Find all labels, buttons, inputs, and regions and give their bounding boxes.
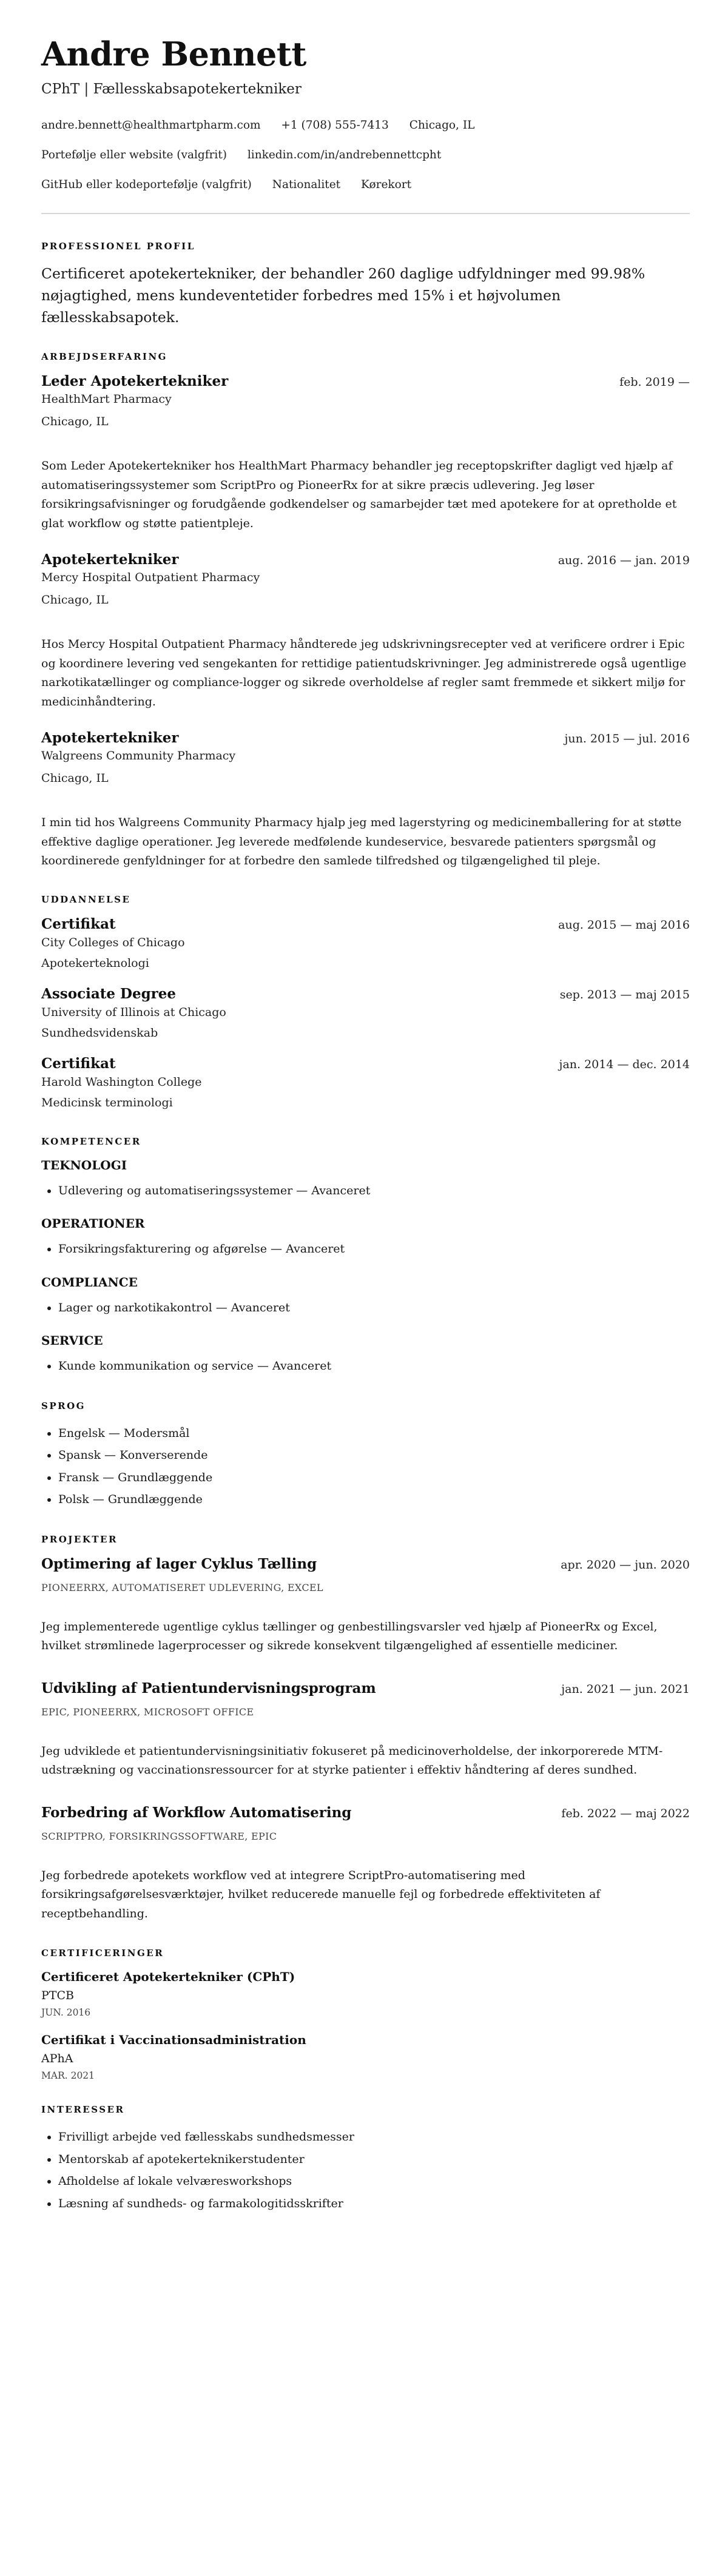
contact-row [41, 110, 690, 140]
job-dates: jun. 2015 — jul. 2016 [564, 732, 690, 746]
portfolio-link[interactable]: Portefølje eller website (valgfrit) [41, 149, 227, 162]
section-title: PROJEKTER [41, 1533, 118, 1545]
job-entry [41, 551, 690, 711]
section-title: CERTIFICERINGER [41, 1948, 164, 1959]
skill-item: • Udlevering og automatiseringssystemer — Avanceret [58, 1180, 690, 1202]
job-title: Leder Apotekertekniker [41, 373, 229, 390]
job-company: HealthMart Pharmacy [41, 392, 172, 406]
drivers-license: Kørekort [360, 178, 412, 192]
skill-category: SERVICE [41, 1333, 103, 1348]
skill-item: • Forsikringsfakturering og afgørelse — Avanceret [58, 1238, 690, 1260]
project-entry [41, 1556, 690, 1656]
project-tags: PIONEERRX, AUTOMATISERET UDLEVERING, EXCEL [41, 1581, 323, 1593]
interest-item: • Mentorskab af apotekerteknikerstudenter [58, 2148, 690, 2171]
project-header [41, 1556, 690, 1572]
degree: Certifikat [41, 915, 116, 932]
degree: Associate Degree [41, 985, 177, 1002]
certification-entry [41, 2033, 690, 2081]
interests-list [41, 2126, 690, 2214]
job-company: Mercy Hospital Outpatient Pharmacy [41, 571, 260, 585]
projects-section [41, 1534, 690, 1924]
experience-section [41, 351, 690, 871]
contact-row [41, 140, 690, 170]
certification-date: MAR. 2021 [41, 2070, 95, 2082]
education-header [41, 916, 690, 932]
divider [41, 213, 690, 214]
job-entry [41, 730, 690, 871]
job-header [41, 373, 690, 389]
certification-name: Certificeret Apotekertekniker (CPhT) [41, 1969, 295, 1985]
job-header [41, 551, 690, 568]
skill-category: OPERATIONER [41, 1216, 145, 1231]
location: Chicago, IL [409, 119, 475, 132]
candidate-name: Andre Bennett [41, 35, 306, 73]
github-link[interactable]: GitHub eller kodeportefølje (valgfrit) [41, 178, 252, 192]
education-entry [41, 986, 690, 1043]
certification-issuer: PTCB [41, 1989, 74, 2003]
phone: +1 (708) 555-7413 [281, 119, 389, 132]
project-dates: apr. 2020 — jun. 2020 [561, 1558, 690, 1572]
field-of-study: Sundhedsvidenskab [41, 1026, 158, 1040]
skill-item: • Lager og narkotikakontrol — Avanceret [58, 1297, 690, 1319]
job-title: Apotekertekniker [41, 730, 179, 747]
job-description: I min tid hos Walgreens Community Pharmacy hjalp jeg med lagerstyring og medicinemballering for at støtte effektive daglige operationer. Jeg leverede medfølende kundeservice, besvarede patienters spørgsmål og koordinerede genfyldninger for at forbedre den samlede tilfredshed og tilgængelighed til pleje. [41, 816, 682, 868]
project-description: Jeg udviklede et patientundervisningsinitiativ fokuseret på medicinoverholdelse, der inkorporerede MTM-udstrækning og vaccinationsressourcer for at styrke patienter i effektiv håndtering af deres sundhed. [41, 1744, 663, 1777]
project-dates: feb. 2022 — maj 2022 [561, 1806, 690, 1820]
education-header [41, 986, 690, 1002]
certifications-section [41, 1948, 690, 2081]
project-dates: jan. 2021 — jun. 2021 [561, 1682, 690, 1696]
education-entry [41, 1055, 690, 1113]
section-title: ARBEJDSERFARING [41, 351, 167, 363]
project-description: Jeg implementerede ugentlige cyklus tællinger og genbestillingsvarsler ved hjælp af PioneerRx og Excel, hvilket strømlinede lagerprocesser og sikrede konsekvent tilgængelighed af essentielle mediciner. [41, 1619, 658, 1653]
school: University of Illinois at Chicago [41, 1005, 226, 1019]
interest-item: • Frivilligt arbejde ved fællesskabs sundhedsmesser [58, 2126, 690, 2148]
language-item: • Fransk — Grundlæggende [58, 1467, 690, 1489]
education-dates: jan. 2014 — dec. 2014 [559, 1057, 690, 1071]
field-of-study: Medicinsk terminologi [41, 1095, 173, 1109]
section-title: SPROG [41, 1400, 86, 1411]
project-entry [41, 1680, 690, 1780]
project-title: Forbedring af Workflow Automatisering [41, 1804, 352, 1821]
school: Harold Washington College [41, 1075, 202, 1089]
project-tags: SCRIPTPRO, FORSIKRINGSSOFTWARE, EPIC [41, 1830, 277, 1842]
profile-text: Certificeret apotekertekniker, der behandler 260 daglige udfyldninger med 99.98% nøjagtighed, mens kundeventetider forbedres med 15% i et højvolumen fællesskabsapotek. [41, 265, 645, 326]
resume-header [41, 35, 690, 200]
project-tags: EPIC, PIONEERRX, MICROSOFT OFFICE [41, 1706, 254, 1718]
section-title: INTERESSER [41, 2104, 125, 2116]
language-item: • Spansk — Konverserende [58, 1444, 690, 1467]
project-description: Jeg forbedrede apotekets workflow ved at integrere ScriptPro-automatisering med forsikringsafgørelsesværktøjer, hvilket reducerede manuelle fejl og forbedrede effektiviteten af receptbehandling. [41, 1868, 601, 1920]
skill-item: • Kunde kommunikation og service — Avanceret [58, 1355, 690, 1377]
job-entry [41, 373, 690, 533]
education-header [41, 1055, 690, 1072]
job-dates: aug. 2016 — jan. 2019 [558, 554, 690, 568]
skill-list [41, 1180, 690, 1202]
degree: Certifikat [41, 1055, 116, 1072]
job-description: Som Leder Apotekertekniker hos HealthMart Pharmacy behandler jeg receptopskrifter dagligt ved hjælp af automatiseringssystemer som ScriptPro og PioneerRx for at sikre præcis udlevering. Jeg løser forsikringsafvisninger og forudgående godkendelser og samarbejder tæt med apotekere for at opretholde et glat workflow og støtte patientpleje. [41, 459, 677, 530]
skills-section [41, 1136, 690, 1377]
section-title: KOMPETENCER [41, 1135, 141, 1147]
section-title: PROFESSIONEL PROFIL [41, 241, 195, 252]
languages-section [41, 1401, 690, 1511]
education-dates: sep. 2013 — maj 2015 [559, 987, 690, 1001]
project-entry [41, 1804, 690, 1924]
project-header [41, 1680, 690, 1697]
project-header [41, 1804, 690, 1821]
skill-list [41, 1355, 690, 1377]
job-title: Apotekertekniker [41, 551, 179, 568]
education-dates: aug. 2015 — maj 2016 [558, 918, 690, 932]
contact-row [41, 170, 690, 200]
job-location: Chicago, IL [41, 772, 109, 785]
project-title: Udvikling af Patientundervisningsprogram [41, 1680, 376, 1697]
certification-entry [41, 1969, 690, 2018]
certification-date: JUN. 2016 [41, 2007, 91, 2019]
job-description: Hos Mercy Hospital Outpatient Pharmacy håndterede jeg udskrivningsrecepter ved at verificere ordrer i Epic og koordinere levering ved sengekanten for rettidige patientudskrivninger. Jeg administrerede også ugentlige narkotikatællinger og compliance-logger og sikrede overholdelse af regler samt fremmede et sikkert miljø for medicinhåndtering. [41, 637, 687, 708]
job-dates: feb. 2019 — [619, 375, 690, 389]
candidate-subtitle: CPhT | Fællesskabsapotekertekniker [41, 81, 302, 98]
field-of-study: Apotekerteknologi [41, 956, 149, 970]
skill-category: TEKNOLOGI [41, 1157, 127, 1172]
languages-list [41, 1422, 690, 1511]
skill-category: COMPLIANCE [41, 1274, 138, 1290]
interests-section [41, 2104, 690, 2214]
job-location: Chicago, IL [41, 593, 109, 607]
interest-item: • Læsning af sundheds- og farmakologitidsskrifter [58, 2193, 690, 2215]
job-location: Chicago, IL [41, 415, 109, 429]
school: City Colleges of Chicago [41, 935, 185, 949]
nationality: Nationalitet [272, 178, 341, 192]
skill-list [41, 1297, 690, 1319]
certification-issuer: APhA [41, 2052, 73, 2066]
education-entry [41, 916, 690, 974]
project-title: Optimering af lager Cyklus Tælling [41, 1555, 317, 1572]
language-item: • Polsk — Grundlæggende [58, 1488, 690, 1511]
linkedin-link[interactable]: linkedin.com/in/andrebennettcpht [247, 149, 442, 162]
skill-list [41, 1238, 690, 1260]
interest-item: • Afholdelse af lokale velværesworkshops [58, 2170, 690, 2193]
job-company: Walgreens Community Pharmacy [41, 749, 236, 763]
section-title: UDDANNELSE [41, 893, 131, 905]
language-item: • Engelsk — Modersmål [58, 1422, 690, 1445]
profile-section [41, 241, 690, 328]
education-section [41, 894, 690, 1113]
certification-name: Certifikat i Vaccinationsadministration [41, 2033, 306, 2048]
email-link[interactable]: andre.bennett@healthmartpharm.com [41, 119, 261, 132]
job-header [41, 730, 690, 746]
